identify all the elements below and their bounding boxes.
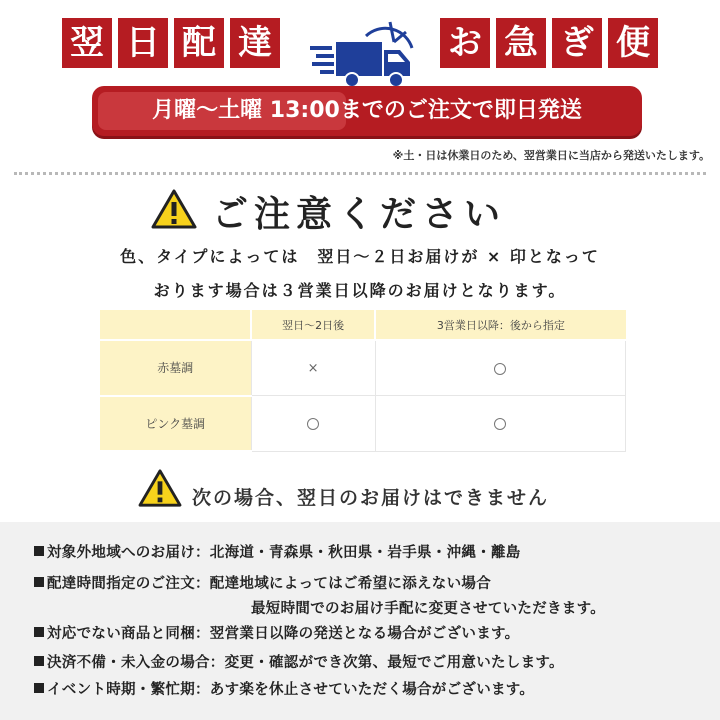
notice-text: 対象外地域へのお届け：北海道・青森県・秋田県・岩手県・沖縄・離島 (47, 545, 521, 561)
later-cell (375, 396, 625, 452)
table-header-cell: 3営業日以降：後から指定 (375, 310, 625, 340)
notice-text: 対応でない商品と同梱：翌営業日以降の発送となる場合がございます。 (47, 626, 520, 642)
circle-mark (494, 363, 506, 375)
weekend-note: ※土・日は休業日のため、翌営業日に当店から発送いたします。 (392, 149, 710, 162)
caution-title: ご注意ください (212, 194, 507, 235)
square-bullet-icon (34, 577, 44, 587)
not-available-title: 次の場合、翌日のお届けはできません (192, 487, 550, 509)
notice-text: 最短時間でのお届け手配に変更させていただきます。 (251, 601, 606, 617)
notice-item (34, 651, 564, 672)
row-label: 赤墓調 (99, 340, 251, 396)
title-row (0, 18, 720, 80)
next-day-cell (251, 340, 375, 396)
dotted-divider (14, 172, 706, 175)
table-header-cell (99, 310, 251, 340)
table-row (99, 396, 626, 452)
notice-text: 決済不備・未入金の場合：変更・確認ができ次第、最短でご用意いたします。 (47, 655, 564, 671)
title-char: 配 (174, 18, 224, 68)
banner-text: 月曜～土曜 13:00までのご注文で即日発送 (152, 98, 582, 123)
later-cell (375, 340, 625, 396)
notice-text: 配達時間指定のご注文：配達地域によってはご希望に添えない場合 (47, 576, 491, 592)
row-label: ピンク墓調 (99, 396, 251, 452)
cross-mark: × (307, 360, 319, 376)
same-day-banner (92, 86, 642, 136)
title-char: 達 (230, 18, 280, 68)
notice-item (34, 622, 519, 643)
square-bullet-icon (34, 656, 44, 666)
title-char: ぎ (552, 18, 602, 68)
warning-triangle-icon (137, 468, 183, 508)
square-bullet-icon (34, 627, 44, 637)
title-char: お (440, 18, 490, 68)
title-char: 便 (608, 18, 658, 68)
next-day-cell (251, 396, 375, 452)
square-bullet-icon (34, 683, 44, 693)
table-row (99, 340, 626, 396)
caution-lead-line-2: おります場合は３営業日以降のお届けとなります。 (153, 281, 567, 300)
notice-item (34, 678, 534, 699)
warning-triangle-icon (150, 188, 198, 230)
circle-mark (307, 418, 319, 430)
caution-lead-line-1: 色、タイプによっては 翌日～２日お届けが × 印となって (120, 247, 600, 266)
title-char: 日 (118, 18, 168, 68)
notice-text: イベント時期・繁忙期：あす楽を休止させていただく場合がございます。 (47, 682, 535, 698)
square-bullet-icon (34, 546, 44, 556)
notice-item (34, 572, 491, 593)
notice-item-continuation (251, 597, 605, 618)
table-header-row (99, 310, 626, 340)
notice-item (34, 541, 521, 562)
title-char: 翌 (62, 18, 112, 68)
table-header-cell: 翌日～2日後 (251, 310, 375, 340)
circle-mark (494, 418, 506, 430)
availability-table (98, 310, 626, 452)
title-char: 急 (496, 18, 546, 68)
